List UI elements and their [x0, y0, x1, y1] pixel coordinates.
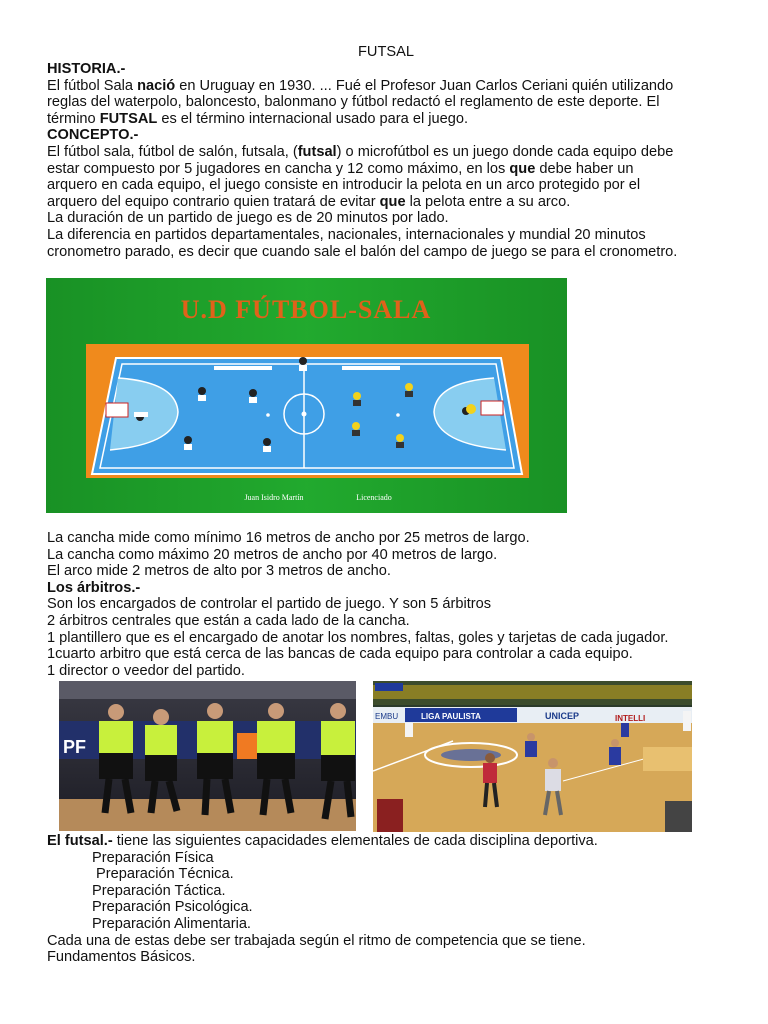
- capacidad-item-4: Preparación Psicológica.: [92, 899, 253, 916]
- historia-section: [47, 61, 737, 260]
- court-banner: U.D FÚTBOL-SALA: [180, 295, 432, 324]
- fundamentos-basicos: Fundamentos Básicos.: [47, 949, 196, 966]
- concepto-line-4: arquero del equipo contrario quien tratará de evitar que la pelota entre a su arco.: [47, 193, 571, 210]
- cancha-line-3: El arco mide 2 metros de alto por 3 metros de ancho.: [47, 563, 391, 580]
- arbitros-line-1: Son los encargados de controlar el partido de juego. Y son 5 árbitros: [47, 596, 492, 613]
- court-credit-right: Licenciado: [356, 493, 392, 502]
- capacidad-item-5: Preparación Alimentaria.: [92, 915, 251, 932]
- sign-intelli: INTELLI: [615, 714, 646, 723]
- concepto-line-7: cronometro parado, es decir que cuando sale el balón del campo de juego se para el cronometro.: [47, 243, 678, 260]
- sign-unicep: UNICEP: [545, 711, 580, 721]
- capacidades-section: [47, 833, 737, 966]
- concepto-line-5: La duración de un partido de juego es de 20 minutos por lado.: [47, 210, 449, 227]
- capacidad-item-1: Preparación Física: [92, 849, 214, 866]
- arbitros-heading: Los árbitros.-: [47, 579, 141, 596]
- concepto-heading: CONCEPTO.-: [47, 127, 139, 144]
- concepto-line-2: estar compuesto por 5 jugadores en cancha y 12 como máximo, en los que debe haber un: [47, 160, 634, 177]
- historia-line-2: reglas del waterpolo, baloncesto, balonmano y fútbol redactó el reglamento de este deporte. El: [47, 94, 660, 111]
- arbitros-line-4: 1cuarto arbitro que está cerca de las bancas de cada equipo para controlar a cada equipo.: [47, 646, 633, 663]
- cancha-section: [47, 530, 737, 679]
- historia-line-3: término FUTSAL es el término internacional usado para el juego.: [47, 110, 468, 127]
- sign-embu: EMBU: [375, 712, 399, 721]
- concepto-line-6: La diferencia en partidos departamentales, nacionales, internacionales y mundial 20 minutos: [47, 226, 646, 243]
- sign-liga-paulista: LIGA PAULISTA: [421, 712, 481, 721]
- concepto-line-1: El fútbol sala, fútbol de salón, futsala, (futsal) o microfútbol es un juego donde cada equipo debe: [47, 143, 674, 160]
- arbitros-line-2: 2 árbitros centrales que están a cada lado de la cancha.: [47, 612, 410, 629]
- document-title: FUTSAL: [358, 44, 414, 60]
- capacidades-intro: El futsal.- tiene las siguientes capacidades elementales de cada disciplina deportiva.: [47, 833, 598, 849]
- arbitros-line-5: 1 director o veedor del partido.: [47, 662, 245, 679]
- cancha-line-2: La cancha como máximo 20 metros de ancho por 40 metros de largo.: [47, 546, 498, 563]
- capacidades-after: Cada una de estas debe ser trabajada según el ritmo de competencia que se tiene.: [47, 932, 586, 949]
- court-credit-left: Juan Isidro Martín: [244, 493, 304, 502]
- historia-line-1: El fútbol Sala nació en Uruguay en 1930. ... Fué el Profesor Juan Carlos Ceriani quién utilizando: [47, 77, 674, 94]
- capacidad-item-2: Preparación Técnica.: [96, 866, 234, 883]
- futsal-match-photo: [373, 681, 692, 832]
- svg-text:PF: PF: [63, 737, 87, 757]
- cancha-line-1: La cancha mide como mínimo 16 metros de ancho por 25 metros de largo.: [47, 530, 530, 546]
- capacidad-item-3: Preparación Táctica.: [92, 882, 226, 899]
- court-illustration: [46, 278, 567, 513]
- historia-heading: HISTORIA.-: [47, 61, 126, 77]
- arbitros-line-3: 1 plantillero que es el encargado de anotar los nombres, faltas, goles y tarjetas de cada jugador.: [47, 629, 669, 646]
- referees-photo: [59, 681, 356, 831]
- concepto-line-3: arquero en cada equipo, el juego consiste en introducir la pelota en un arco protegido por el: [47, 177, 641, 194]
